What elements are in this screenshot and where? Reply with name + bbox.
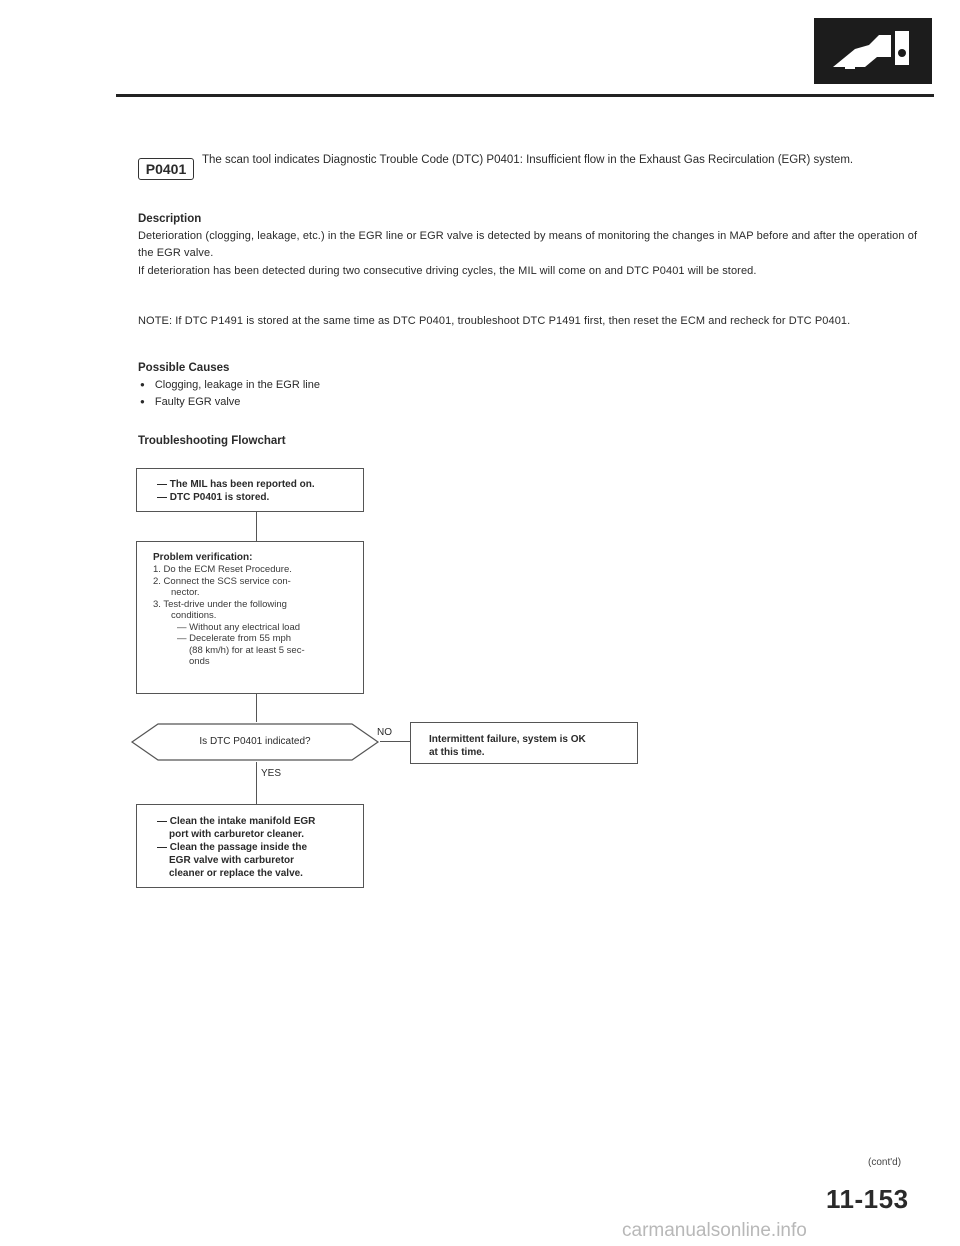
verification-step-2-cont: nector. (171, 587, 200, 598)
start-line-2: — DTC P0401 is stored. (157, 492, 270, 503)
intermittent-line-2: at this time. (429, 747, 485, 758)
yes-label: YES (261, 768, 282, 779)
repair-line-3: — Clean the passage inside the (157, 842, 308, 853)
description-paragraph-1: Deterioration (clogging, leakage, etc.) in the EGR line or EGR valve is detected by means of monitoring the changes in MAP before and after the operation of the EGR valve. (138, 230, 918, 259)
repair-line-1: — Clean the intake manifold EGR (157, 816, 316, 827)
verification-step-1: 1. Do the ECM Reset Procedure. (153, 564, 292, 575)
repair-action-box (136, 804, 364, 888)
repair-line-5: cleaner or replace the valve. (169, 868, 303, 879)
engine-emission-icon (825, 23, 921, 79)
page-number: 11-153 (826, 1184, 909, 1214)
cause-item: ● Clogging, leakage in the EGR line (140, 377, 320, 394)
start-line-1: — The MIL has been reported on. (157, 479, 315, 490)
possible-causes-heading: Possible Causes (138, 362, 230, 374)
description-paragraph-2: If deterioration has been detected during two consecutive driving cycles, the MIL will come on and DTC P0401 will be stored. (138, 265, 757, 277)
verification-step-3-cont: conditions. (171, 610, 217, 621)
intermittent-line-1: Intermittent failure, system is OK (429, 734, 586, 745)
cause-item: ● Faulty EGR valve (140, 394, 240, 411)
condition-2-cont-2: onds (189, 656, 210, 667)
verification-step-3: 3. Test-drive under the following (153, 598, 287, 610)
no-branch-line (380, 741, 410, 742)
repair-line-2: port with carburetor cleaner. (169, 829, 305, 840)
no-label: NO (377, 727, 392, 738)
flow-connector (256, 694, 257, 722)
flowchart-start-box (136, 468, 364, 512)
condition-1: — Without any electrical load (177, 621, 301, 633)
problem-verification-box (136, 541, 364, 694)
description-heading: Description (138, 213, 202, 225)
decision-question: Is DTC P0401 indicated? (199, 736, 311, 747)
intermittent-failure-box (410, 722, 638, 764)
note-paragraph: NOTE: If DTC P1491 is stored at the same time as DTC P0401, troubleshoot DTC P1491 first, then reset the ECM and recheck for DTC P0401. (138, 315, 851, 327)
dtc-description: The scan tool indicates Diagnostic Trouble Code (DTC) P0401: Insufficient flow in the Exhaust Gas Recirculation (EGR) system. (202, 154, 854, 166)
yes-branch-line (256, 762, 257, 804)
continued-marker: (cont'd) (868, 1157, 902, 1168)
flowchart-heading: Troubleshooting Flowchart (138, 435, 286, 447)
header-rule (116, 94, 934, 97)
dtc-code-badge: P0401 (138, 158, 194, 180)
condition-2-cont: (88 km/h) for at least 5 sec- (189, 644, 305, 656)
verification-title: Problem verification: (153, 552, 253, 563)
engine-section-icon (814, 18, 932, 84)
repair-line-4: EGR valve with carburetor (169, 855, 295, 866)
condition-2: — Decelerate from 55 mph (177, 633, 292, 644)
watermark: carmanualsonline.info (622, 1220, 807, 1241)
verification-step-2: 2. Connect the SCS service con- (153, 575, 291, 587)
flow-connector (256, 512, 257, 541)
